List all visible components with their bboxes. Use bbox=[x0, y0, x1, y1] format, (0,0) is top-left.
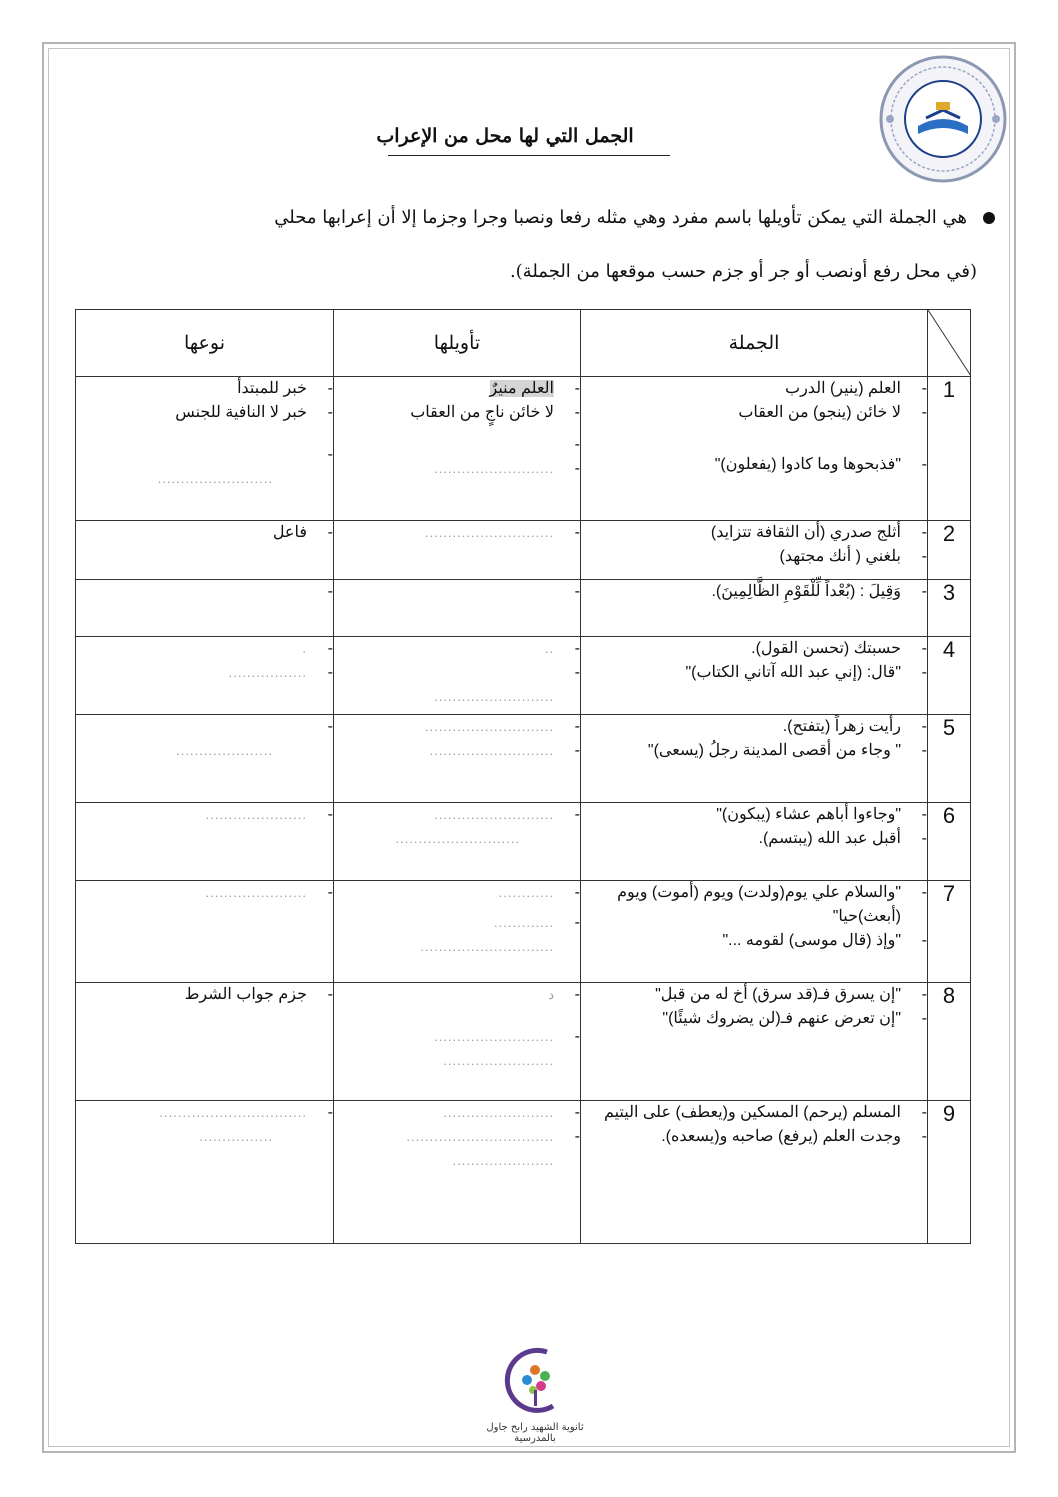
row-number: 5 bbox=[928, 715, 971, 803]
list-item: - ................................ bbox=[406, 1128, 580, 1145]
type-cell bbox=[76, 580, 334, 637]
header-sentence: الجملة bbox=[581, 310, 928, 377]
list-item: - العلم منيرٌ bbox=[489, 380, 580, 397]
sentence-cell bbox=[581, 637, 928, 715]
list-item: - " وجاء من أقصى المدينة رجلُ (يسعى)" bbox=[647, 742, 927, 759]
list-item: - جزم جواب الشرط bbox=[184, 986, 333, 1003]
list-item: - لا خائن (ينجو) من العقاب bbox=[738, 404, 927, 421]
list-item: - "وإذ (قال موسى) لقومه ..." bbox=[722, 932, 927, 949]
list-item: - ............................ bbox=[424, 718, 580, 735]
sentence-cell bbox=[581, 580, 928, 637]
list-item: - أقبل عبد الله (يبتسم). bbox=[758, 830, 927, 847]
sentence-cell bbox=[581, 803, 928, 881]
sentence-cell bbox=[581, 377, 928, 521]
list-item: - "والسلام علي يوم(ولدت) ويوم (أموت) ويوم (أبعث)حيا" bbox=[617, 884, 927, 925]
list-item: ...................... bbox=[452, 1153, 554, 1168]
list-item: - ........................ bbox=[443, 1104, 580, 1121]
list-item: - ................. bbox=[228, 664, 333, 681]
list-item: - ...................... bbox=[205, 884, 333, 901]
list-item: - bbox=[574, 436, 580, 453]
table-row bbox=[76, 881, 971, 983]
interpretation-cell bbox=[334, 803, 581, 881]
list-item: - bbox=[574, 664, 580, 681]
list-item: - .......................... bbox=[434, 460, 580, 477]
list-item: - وَقِيلَ : (بُعْداً لِّلْقَوْمِ الظَّالِمِينَ). bbox=[711, 583, 927, 600]
header-type: نوعها bbox=[76, 310, 334, 377]
table-row bbox=[76, 715, 971, 803]
intro-line-2: (في محل رفع أونصب أو جر أو جزم حسب موقعها من الجملة). bbox=[509, 261, 977, 282]
intro-line-1-text: هي الجملة التي يمكن تأويلها باسم مفرد وهي مثله رفعا ونصبا وجرا وجزما إلا أن إعرابها محلي bbox=[274, 207, 967, 228]
page-title: الجمل التي لها محل من الإعراب bbox=[376, 125, 634, 147]
list-item: - المسلم (يرحم) المسكين و(يعطف) على اليتيم bbox=[603, 1104, 927, 1121]
table-row bbox=[76, 521, 971, 580]
list-item: - "قال: (إني عبد الله آتاني الكتاب)" bbox=[685, 664, 927, 681]
interpretation-cell bbox=[334, 521, 581, 580]
list-item: - ............ bbox=[498, 884, 580, 901]
list-item: ........................... bbox=[395, 831, 520, 846]
list-item: - ............. bbox=[494, 914, 580, 931]
corner-diagonal bbox=[928, 310, 971, 376]
footer-caption: ثانوية الشهيد رابح جاول بالمدرسية bbox=[486, 1422, 584, 1444]
list-item: - ...................... bbox=[205, 806, 333, 823]
list-item: .......................... bbox=[434, 689, 554, 704]
list-item: - بلغني ( أنك مجتهد) bbox=[779, 548, 927, 565]
type-cell bbox=[76, 881, 334, 983]
tree-logo-icon bbox=[495, 1340, 575, 1420]
row-number: 1 bbox=[928, 377, 971, 521]
header-corner bbox=[928, 310, 971, 377]
list-item: - خبر للمبتدأ bbox=[237, 380, 333, 397]
sentence-cell bbox=[581, 1101, 928, 1244]
list-item: - .. bbox=[544, 640, 580, 657]
interpretation-cell bbox=[334, 377, 581, 521]
table-row bbox=[76, 1101, 971, 1244]
sentence-cell bbox=[581, 715, 928, 803]
type-cell bbox=[76, 377, 334, 521]
interpretation-cell bbox=[334, 1101, 581, 1244]
type-cell bbox=[76, 637, 334, 715]
interpretation-cell bbox=[334, 983, 581, 1101]
list-item: - لا خائن ناجٍ من العقاب bbox=[410, 404, 580, 421]
type-cell bbox=[76, 1101, 334, 1244]
title-underline bbox=[388, 155, 670, 156]
list-item: - bbox=[327, 446, 333, 463]
table-header-row bbox=[76, 310, 971, 377]
list-item: - .......................... bbox=[434, 1028, 580, 1045]
list-item: - bbox=[574, 583, 580, 600]
list-item: - "فذبحوها وما كادوا (يفعلون)" bbox=[714, 456, 927, 473]
row-number: 3 bbox=[928, 580, 971, 637]
list-item: - أثلج صدري (أن الثقافة تتزايد) bbox=[710, 524, 927, 541]
row-number: 8 bbox=[928, 983, 971, 1101]
row-number: 6 bbox=[928, 803, 971, 881]
type-cell bbox=[76, 803, 334, 881]
sentence-cell bbox=[581, 983, 928, 1101]
list-item: ......................... bbox=[157, 471, 273, 486]
footer-logo bbox=[470, 1340, 600, 1460]
list-item: - وجدت العلم (يرفع) صاحبه و(يسعده). bbox=[661, 1128, 927, 1145]
type-cell bbox=[76, 521, 334, 580]
intro-paragraph bbox=[225, 198, 995, 306]
interpretation-cell bbox=[334, 881, 581, 983]
list-item: ..................... bbox=[176, 743, 273, 758]
list-item: ........................ bbox=[443, 1053, 554, 1068]
interpretation-cell bbox=[334, 637, 581, 715]
type-cell bbox=[76, 983, 334, 1101]
list-item: - رأيت زهراً (يتفتح). bbox=[782, 718, 927, 735]
table-row bbox=[76, 803, 971, 881]
list-item: - ............................ bbox=[424, 524, 580, 541]
sentence-cell bbox=[581, 521, 928, 580]
list-item: - bbox=[327, 583, 333, 600]
list-item: - bbox=[327, 718, 333, 735]
list-item: - حسبتك (تحسن القول). bbox=[751, 640, 927, 657]
list-item: - ................................ bbox=[159, 1104, 333, 1121]
bullet-icon bbox=[983, 212, 995, 224]
list-item: ................ bbox=[199, 1129, 273, 1144]
list-item: - . bbox=[302, 640, 333, 657]
header-interpretation: تأويلها bbox=[334, 310, 581, 377]
row-number: 4 bbox=[928, 637, 971, 715]
row-number: 7 bbox=[928, 881, 971, 983]
list-item: ............................. bbox=[420, 939, 554, 954]
sentence-cell bbox=[581, 881, 928, 983]
school-seal-logo bbox=[878, 54, 1008, 184]
list-item: - فاعل bbox=[272, 524, 333, 541]
list-item: - د bbox=[548, 986, 580, 1003]
sentences-table bbox=[75, 309, 971, 1244]
row-number: 2 bbox=[928, 521, 971, 580]
list-item: - "وجاءوا أباهم عشاء (يبكون)" bbox=[716, 806, 927, 823]
list-item: - ........................... bbox=[429, 742, 580, 759]
table-row bbox=[76, 580, 971, 637]
table-row bbox=[76, 983, 971, 1101]
list-item: - "إن يسرق فـ(قد سرق) أخ له من قبل" bbox=[655, 986, 927, 1003]
interpretation-cell bbox=[334, 580, 581, 637]
table-row bbox=[76, 637, 971, 715]
table-row bbox=[76, 377, 971, 521]
list-item: - خبر لا النافية للجنس bbox=[175, 404, 333, 421]
list-item: - العلم (ينير) الدرب bbox=[785, 380, 927, 397]
row-number: 9 bbox=[928, 1101, 971, 1244]
list-item: - "إن تعرض عنهم فـ(لن يضروك شيئًا)" bbox=[662, 1010, 927, 1027]
interpretation-cell bbox=[334, 715, 581, 803]
intro-line-1 bbox=[225, 198, 995, 252]
type-cell bbox=[76, 715, 334, 803]
list-item: - .......................... bbox=[434, 806, 580, 823]
